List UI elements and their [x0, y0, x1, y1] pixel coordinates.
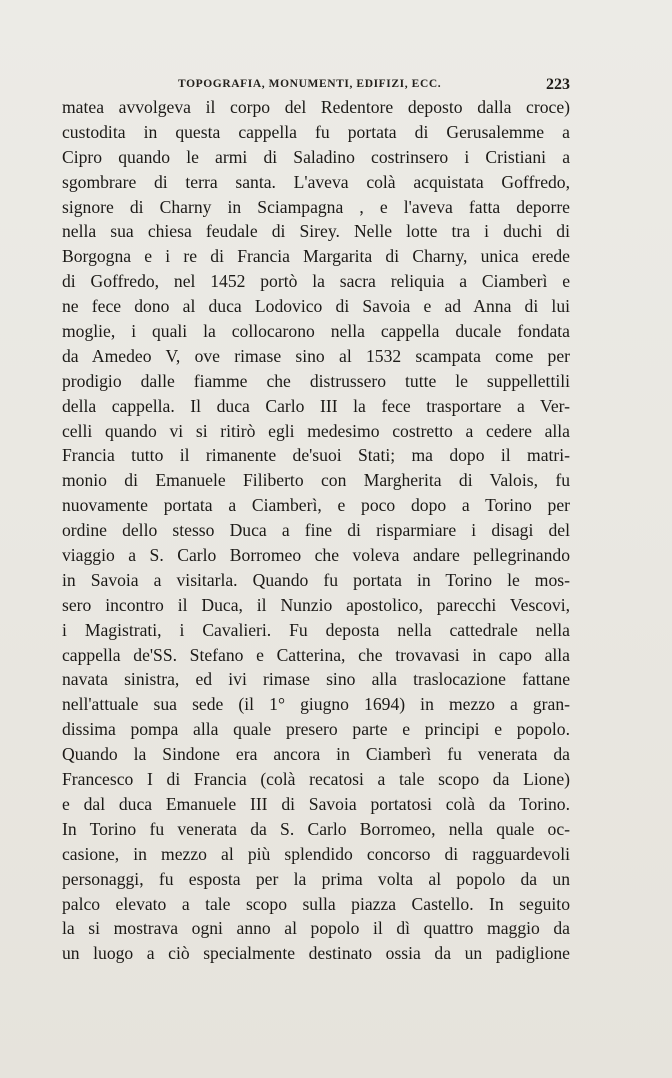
text-line: palco elevato a tale scopo sulla piazza Castello. In seguito — [62, 893, 570, 914]
text-line: nell'attuale sua sede (il 1° giugno 1694) in mezzo a gran- — [62, 694, 570, 715]
text-line: della cappella. Il duca Carlo III la fece trasportare a Ver- — [62, 395, 570, 416]
text-line: sgombrare di terra santa. L'aveva colà acquistata Goffredo, — [62, 171, 570, 192]
text-line: nuovamente portata a Ciamberì, e poco dopo a Torino per — [62, 495, 570, 516]
text-line: celli quando vi si ritirò egli medesimo costretto a cedere alla — [62, 420, 570, 441]
text-line: dissima pompa alla quale presero parte e principi e popolo. — [62, 719, 570, 740]
text-line: prodigio dalle fiamme che distrussero tutte le suppellettili — [62, 370, 570, 391]
text-line: cappella de'SS. Stefano e Catterina, che trovavasi in capo alla — [62, 644, 570, 665]
text-line: monio di Emanuele Filiberto con Margherita di Valois, fu — [62, 470, 570, 491]
page-number: 223 — [546, 76, 570, 93]
text-line: di Goffredo, nel 1452 portò la sacra reliquia a Ciamberì e — [62, 271, 570, 292]
text-line: navata sinistra, ed ivi rimase sino alla traslocazione fattane — [62, 669, 570, 690]
text-line: In Torino fu venerata da S. Carlo Borromeo, nella quale oc- — [62, 818, 570, 839]
text-line: Cipro quando le armi di Saladino costrinsero i Cristiani a — [62, 146, 570, 167]
text-line: un luogo a ciò specialmente destinato ossia da un padiglione — [62, 943, 570, 964]
text-line: da Amedeo V, ove rimase sino al 1532 scampata come per — [62, 345, 570, 366]
text-line: la si mostrava ogni anno al popolo il dì quattro maggio da — [62, 918, 570, 939]
text-line: e dal duca Emanuele III di Savoia portatosi colà da Torino. — [62, 793, 570, 814]
text-line: personaggi, fu esposta per la prima volta al popolo da un — [62, 868, 570, 889]
text-line: ne fece dono al duca Lodovico di Savoia e ad Anna di lui — [62, 296, 570, 317]
text-line: Francia tutto il rimanente de'suoi Stati; ma dopo il matri- — [62, 445, 570, 466]
text-line: i Magistrati, i Cavalieri. Fu deposta nella cattedrale nella — [62, 619, 570, 640]
text-line: custodita in questa cappella fu portata di Gerusalemme a — [62, 121, 570, 142]
text-line: nella sua chiesa feudale di Sirey. Nelle lotte tra i duchi di — [62, 221, 570, 242]
text-line: signore di Charny in Sciampagna , e l'aveva fatta deporre — [62, 196, 570, 217]
text-line: Quando la Sindone era ancora in Ciamberì fu venerata da — [62, 744, 570, 765]
text-line: viaggio a S. Carlo Borromeo che voleva andare pellegrinando — [62, 545, 570, 566]
text-line: Francesco I di Francia (colà recatosi a tale scopo da Lione) — [62, 769, 570, 790]
body-text — [62, 95, 570, 966]
text-line: sero incontro il Duca, il Nunzio apostolico, parecchi Vescovi, — [62, 594, 570, 615]
text-line: moglie, i quali la collocarono nella cappella ducale fondata — [62, 321, 570, 342]
text-line: Borgogna e i re di Francia Margarita di Charny, unica erede — [62, 246, 570, 267]
text-line: in Savoia a visitarla. Quando fu portata in Torino le mos- — [62, 569, 570, 590]
text-line: casione, in mezzo al più splendido concorso di ragguardevoli — [62, 843, 570, 864]
running-title: TOPOGRAFIA, MONUMENTI, EDIFIZI, ECC. — [178, 78, 442, 90]
text-line: matea avvolgeva il corpo del Redentore deposto dalla croce) — [62, 97, 570, 117]
text-line: ordine dello stesso Duca a fine di risparmiare i disagi del — [62, 520, 570, 541]
